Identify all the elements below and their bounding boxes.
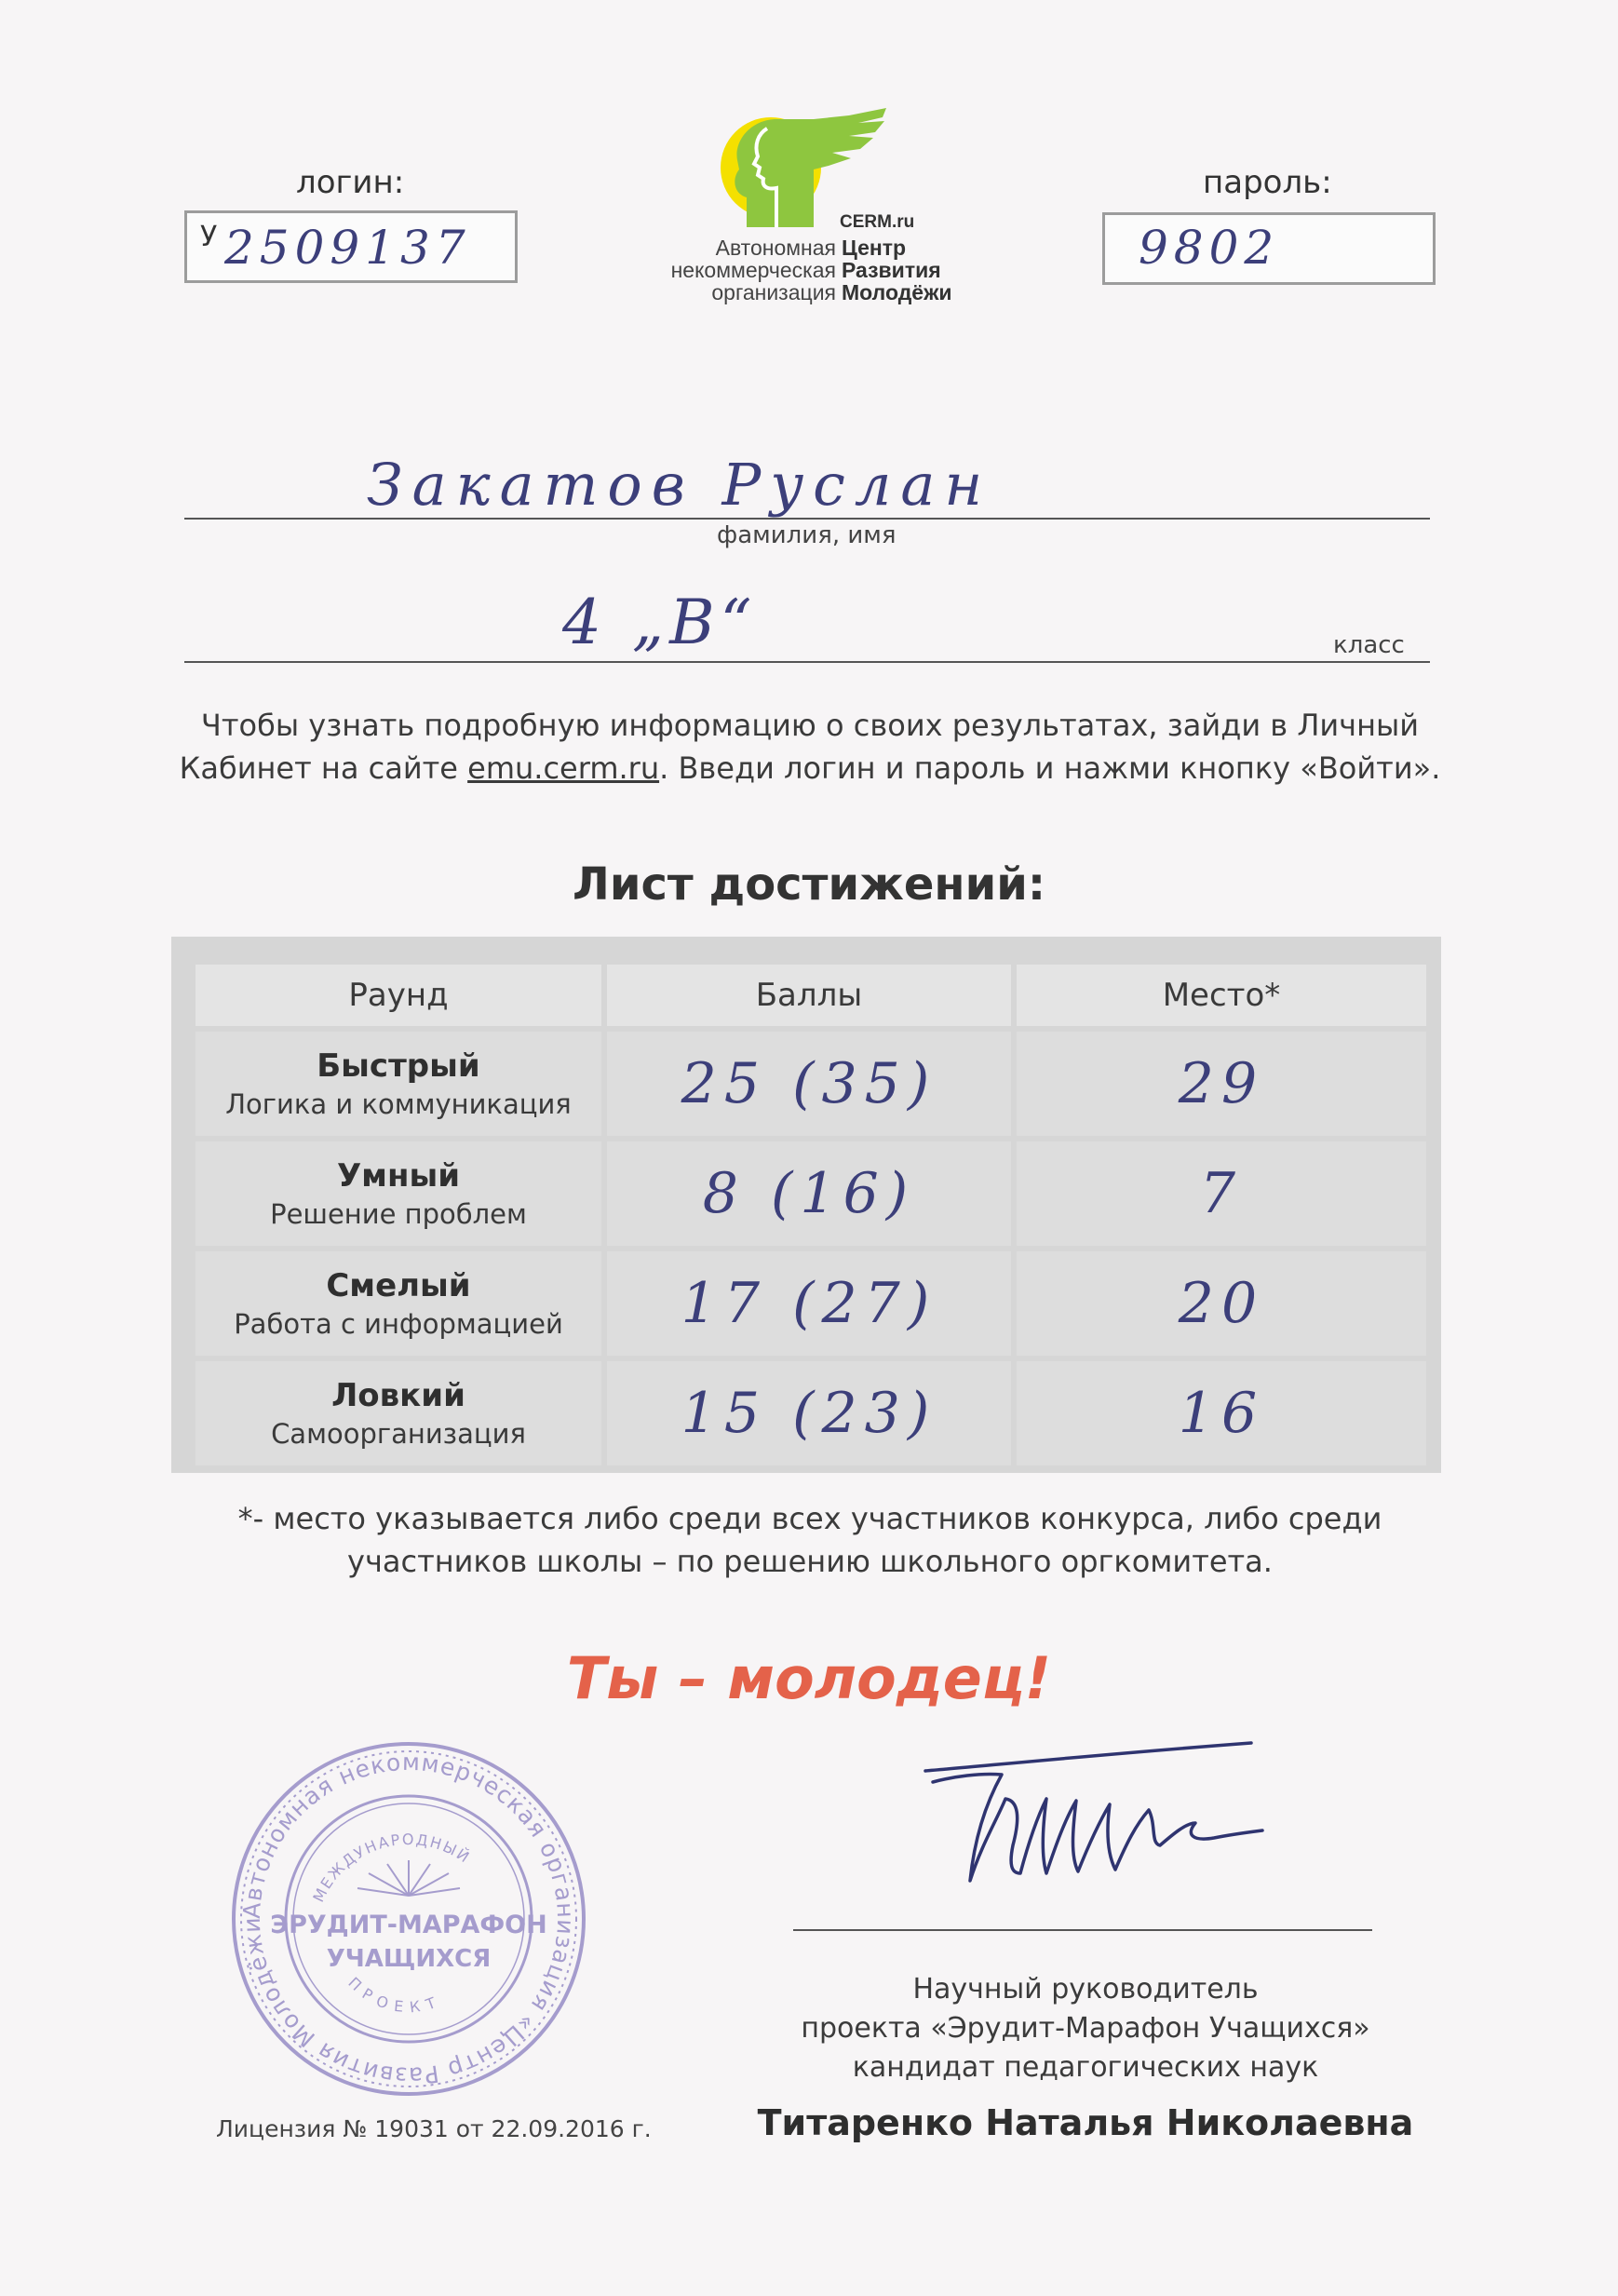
stamp-inner-top: МЕЖДУНАРОДНЫЙ [309,1830,474,1905]
handwritten-signature [916,1734,1270,1901]
round-cell: Смелый Работа с информацией [196,1251,601,1356]
place-cell: 7 [1017,1141,1426,1246]
cerm-logo [663,108,979,313]
table-row [196,1032,1426,1136]
results-table [190,959,1432,1471]
signatory-name: Титаренко Наталья Николаевна [757,2102,1414,2143]
stamp-inner-bottom: ПРОЕКТ [344,1973,446,2017]
login-label: логин: [296,164,405,201]
table-row [196,1251,1426,1356]
password-box [1102,212,1436,285]
place-cell: 29 [1017,1032,1426,1136]
logo-emblem-icon [709,108,896,229]
score-cell: 8 (16) [607,1141,1011,1246]
col-header-score: Баллы [607,965,1011,1026]
name-caption: фамилия, имя [717,521,897,549]
stamp-icon [227,1737,590,2100]
achievements-title: Лист достижений: [572,858,1046,911]
name-line [184,518,1430,520]
signatory-role: Научный руководитель [912,1973,1259,2006]
class-line [184,661,1430,663]
organization-stamp [227,1737,590,2100]
stamp-title-2: УЧАЩИХСЯ [326,1945,492,1973]
signatory-project: проекта «Эрудит-Марафон Учащихся» [801,2012,1370,2045]
student-class-value: 4 „В“ [562,587,758,658]
svg-text:ПРОЕКТ [344,1974,445,2017]
class-caption: класс [1333,631,1405,659]
score-cell: 15 (23) [607,1361,1011,1465]
logo-org-name: Центр Развития Молодёжи [842,236,952,304]
signatory-block [708,1970,1463,2087]
signatory-degree: кандидат педагогических наук [852,2051,1319,2084]
site-link[interactable]: emu.cerm.ru [467,750,660,786]
logo-site: CERM.ru [840,212,915,232]
password-value: 9802 [1139,221,1280,275]
score-cell: 25 (35) [607,1032,1011,1136]
round-cell: Быстрый Логика и коммуникация [196,1032,601,1136]
student-name-value: Закатов Руслан [367,451,992,519]
results-table-frame [171,937,1441,1473]
round-cell: Ловкий Самоорганизация [196,1361,601,1465]
table-row [196,1361,1426,1465]
table-header-row [196,965,1426,1026]
round-cell: Умный Решение проблем [196,1141,601,1246]
col-header-round: Раунд [196,965,601,1026]
license-text: Лицензия № 19031 от 22.09.2016 г. [216,2115,652,2142]
score-cell: 17 (27) [607,1251,1011,1356]
signature-line [793,1929,1372,1931]
praise-text: Ты – молодец! [566,1644,1052,1712]
table-row [196,1141,1426,1246]
signature-icon [916,1734,1270,1901]
login-box [184,210,518,283]
place-cell: 16 [1017,1361,1426,1465]
stamp-title-1: ЭРУДИТ-МАРАФОН [270,1911,547,1939]
info-text: Чтобы узнать подробную информацию о своих результатах, зайди в Личный Кабинет на сайте emu.cerm.ru. Введи логин и пароль и нажми кнопку «Войти». [179,708,1441,786]
col-header-place: Место* [1017,965,1426,1026]
logo-org-type: Автономная некоммерческая организация [670,236,836,304]
place-cell: 20 [1017,1251,1426,1356]
footnote: *- место указывается либо среди всех участников конкурса, либо среди участников школы – по решению школьного оргкомитета. [237,1501,1382,1579]
login-value: 2509137 [224,221,471,275]
password-label: пароль: [1203,164,1332,201]
stamp-outer-text: Автономная некоммерческая организация «Центр Развития Молодёжи [237,1748,580,2090]
login-prefix: У [200,221,218,253]
